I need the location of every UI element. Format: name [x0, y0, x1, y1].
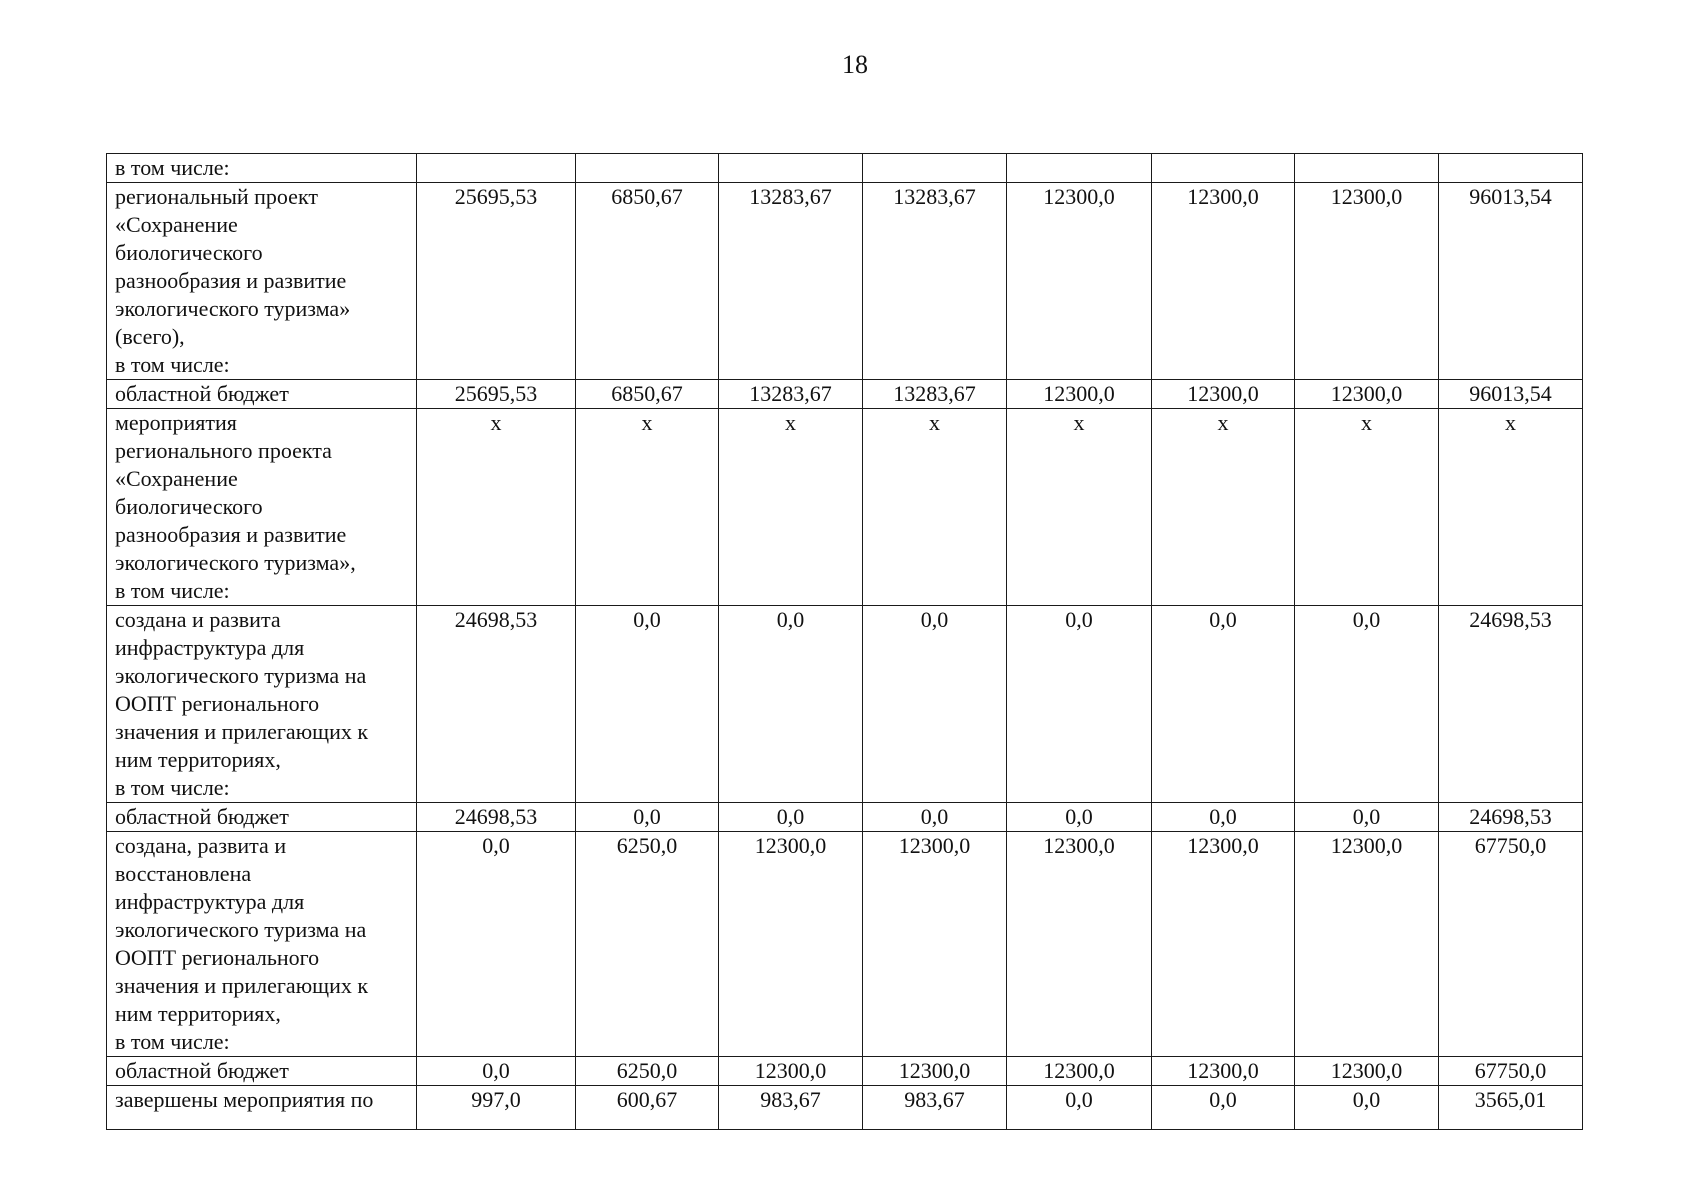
row-label: завершены мероприятия по	[107, 1086, 417, 1130]
value-cell: 13283,67	[719, 183, 863, 380]
value-cell: 983,67	[719, 1086, 863, 1130]
value-cell: x	[576, 409, 719, 606]
value-cell: 12300,0	[1007, 183, 1152, 380]
value-cell: 12300,0	[1152, 1057, 1295, 1086]
table-row	[107, 803, 1583, 832]
value-cell: 0,0	[1007, 1086, 1152, 1130]
value-cell: 12300,0	[1295, 832, 1439, 1057]
row-label: региональный проект «Сохранение биологического разнообразия и развитие экологического туризма» (всего), в том числе:	[107, 183, 417, 380]
value-cell: 13283,67	[863, 380, 1007, 409]
value-cell: x	[1439, 409, 1583, 606]
value-cell: 12300,0	[719, 832, 863, 1057]
value-cell	[576, 154, 719, 183]
table-row	[107, 1057, 1583, 1086]
value-cell: 24698,53	[1439, 606, 1583, 803]
value-cell: 12300,0	[1007, 380, 1152, 409]
table-row	[107, 183, 1583, 380]
value-cell	[417, 154, 576, 183]
row-label: создана, развита и восстановлена инфраструктура для экологического туризма на ООПТ регионального значения и прилегающих к ним территориях, в том числе:	[107, 832, 417, 1057]
value-cell: 0,0	[1152, 803, 1295, 832]
value-cell: 6850,67	[576, 380, 719, 409]
table-body	[107, 154, 1583, 1130]
row-label: в том числе:	[107, 154, 417, 183]
table-row	[107, 832, 1583, 1057]
value-cell: 25695,53	[417, 380, 576, 409]
value-cell: 3565,01	[1439, 1086, 1583, 1130]
value-cell: 6250,0	[576, 832, 719, 1057]
value-cell: 0,0	[576, 803, 719, 832]
value-cell: 0,0	[1152, 606, 1295, 803]
value-cell: x	[863, 409, 1007, 606]
value-cell: 12300,0	[863, 1057, 1007, 1086]
budget-table	[106, 153, 1583, 1130]
row-label: областной бюджет	[107, 380, 417, 409]
value-cell: 96013,54	[1439, 380, 1583, 409]
value-cell: 24698,53	[1439, 803, 1583, 832]
value-cell: 0,0	[719, 803, 863, 832]
value-cell: 0,0	[417, 832, 576, 1057]
value-cell: 0,0	[863, 803, 1007, 832]
value-cell: 12300,0	[1007, 832, 1152, 1057]
value-cell: 997,0	[417, 1086, 576, 1130]
value-cell: 67750,0	[1439, 1057, 1583, 1086]
value-cell: x	[1152, 409, 1295, 606]
value-cell	[1439, 154, 1583, 183]
table-row	[107, 409, 1583, 606]
value-cell: x	[417, 409, 576, 606]
value-cell: 13283,67	[719, 380, 863, 409]
value-cell: 24698,53	[417, 803, 576, 832]
value-cell: 0,0	[1007, 606, 1152, 803]
value-cell: 12300,0	[1152, 380, 1295, 409]
value-cell: 24698,53	[417, 606, 576, 803]
value-cell: 12300,0	[719, 1057, 863, 1086]
value-cell: 0,0	[417, 1057, 576, 1086]
value-cell: x	[719, 409, 863, 606]
value-cell: 67750,0	[1439, 832, 1583, 1057]
table-row	[107, 380, 1583, 409]
value-cell: x	[1295, 409, 1439, 606]
row-label: создана и развита инфраструктура для экологического туризма на ООПТ регионального значения и прилегающих к ним территориях, в том числе:	[107, 606, 417, 803]
value-cell: 0,0	[1295, 803, 1439, 832]
value-cell: 12300,0	[1295, 380, 1439, 409]
value-cell	[1295, 154, 1439, 183]
row-label: областной бюджет	[107, 803, 417, 832]
table-row	[107, 606, 1583, 803]
page-number: 18	[842, 50, 868, 79]
value-cell: 0,0	[576, 606, 719, 803]
value-cell: 983,67	[863, 1086, 1007, 1130]
value-cell	[719, 154, 863, 183]
row-label: областной бюджет	[107, 1057, 417, 1086]
value-cell	[1152, 154, 1295, 183]
value-cell: 0,0	[1295, 1086, 1439, 1130]
value-cell: 0,0	[863, 606, 1007, 803]
table-row	[107, 154, 1583, 183]
value-cell: 0,0	[1007, 803, 1152, 832]
value-cell: 12300,0	[863, 832, 1007, 1057]
value-cell: 12300,0	[1152, 832, 1295, 1057]
value-cell: 25695,53	[417, 183, 576, 380]
value-cell: 12300,0	[1295, 183, 1439, 380]
value-cell	[863, 154, 1007, 183]
value-cell: 12300,0	[1007, 1057, 1152, 1086]
value-cell: 0,0	[1295, 606, 1439, 803]
value-cell: x	[1007, 409, 1152, 606]
value-cell: 0,0	[719, 606, 863, 803]
value-cell: 96013,54	[1439, 183, 1583, 380]
value-cell: 600,67	[576, 1086, 719, 1130]
value-cell	[1007, 154, 1152, 183]
row-label: мероприятия регионального проекта «Сохранение биологического разнообразия и развитие экологического туризма», в том числе:	[107, 409, 417, 606]
value-cell: 12300,0	[1152, 183, 1295, 380]
value-cell: 0,0	[1152, 1086, 1295, 1130]
table-row	[107, 1086, 1583, 1130]
value-cell: 13283,67	[863, 183, 1007, 380]
value-cell: 6250,0	[576, 1057, 719, 1086]
value-cell: 6850,67	[576, 183, 719, 380]
value-cell: 12300,0	[1295, 1057, 1439, 1086]
